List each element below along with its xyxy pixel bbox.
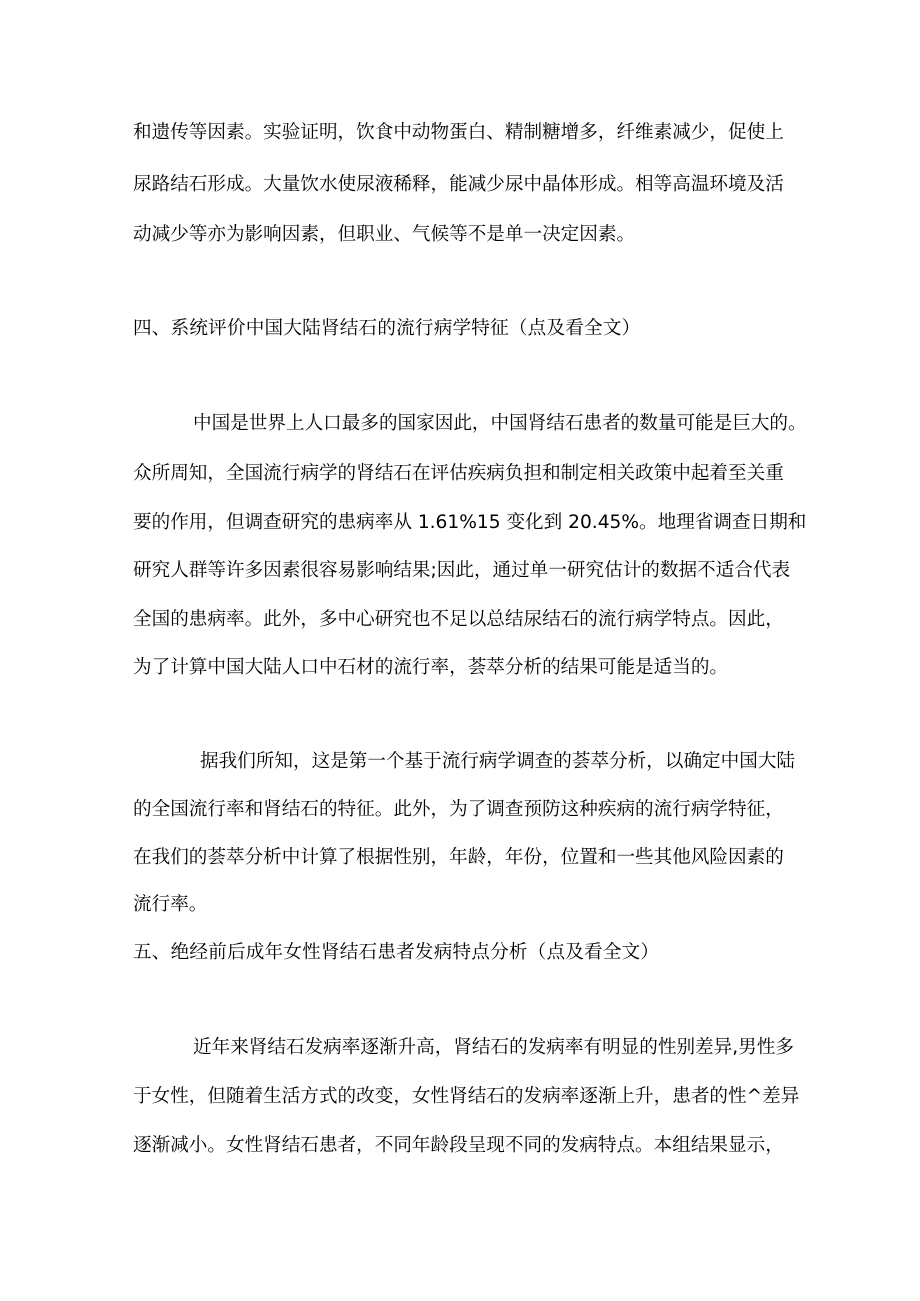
section-heading-5: 五、绝经前后成年女性肾结石患者发病特点分析（点及看全文）	[133, 942, 660, 963]
paragraph-2-line-2: 众所周知，全国流行病学的肾结石在评估疾病负担和制定相关政策中起着至关重	[133, 463, 784, 484]
paragraph-1-line-3: 动减少等亦为影响因素，但职业、气候等不是单一决定因素。	[133, 224, 636, 245]
paragraph-2-line-3: 要的作用，但调查研究的患病率从 1.61%15 变化到 20.45%。地理省调查日期和	[133, 512, 807, 533]
paragraph-2-line-4: 研究人群等许多因素很容易影响结果;因此，通过单一研究估计的数据不适合代表	[133, 560, 791, 581]
paragraph-3-line-4: 流行率。	[133, 894, 208, 915]
paragraph-4-line-1: 近年来肾结石发病率逐渐升高，肾结石的发病率有明显的性别差异,男性多	[193, 1037, 794, 1058]
paragraph-2-line-5: 全国的患病率。此外，多中心研究也不足以总结尿结石的流行病学特点。因此，	[133, 609, 784, 630]
section-heading-4: 四、系统评价中国大陆肾结石的流行病学特征（点及看全文）	[133, 318, 641, 339]
paragraph-2-line-1: 中国是世界上人口最多的国家因此，中国肾结石患者的数量可能是巨大的。	[193, 413, 807, 434]
paragraph-3-line-1: 据我们所知，这是第一个基于流行病学调查的荟萃分析，以确定中国大陆	[200, 751, 796, 772]
paragraph-1-line-1: 和遗传等因素。实验证明，饮食中动物蛋白、精制糖增多，纤维素减少，促使上	[133, 122, 784, 143]
paragraph-4-line-3: 逐渐减小。女性肾结石患者，不同年龄段呈现不同的发病特点。本组结果显示，	[133, 1135, 784, 1156]
paragraph-1-line-2: 尿路结石形成。大量饮水使尿液稀释，能减少尿中晶体形成。相等高温环境及活	[133, 174, 784, 195]
paragraph-4-line-2: 于女性，但随着生活方式的改变，女性肾结石的发病率逐渐上升，患者的性^差异	[133, 1086, 800, 1107]
paragraph-2-line-6: 为了计算中国大陆人口中石材的流行率，荟萃分析的结果可能是适当的。	[133, 657, 729, 678]
paragraph-3-line-3: 在我们的荟萃分析中计算了根据性别，年龄，年份，位置和一些其他风险因素的	[133, 847, 784, 868]
paragraph-3-line-2: 的全国流行率和肾结石的特征。此外，为了调查预防这种疾病的流行病学特征，	[133, 799, 784, 820]
